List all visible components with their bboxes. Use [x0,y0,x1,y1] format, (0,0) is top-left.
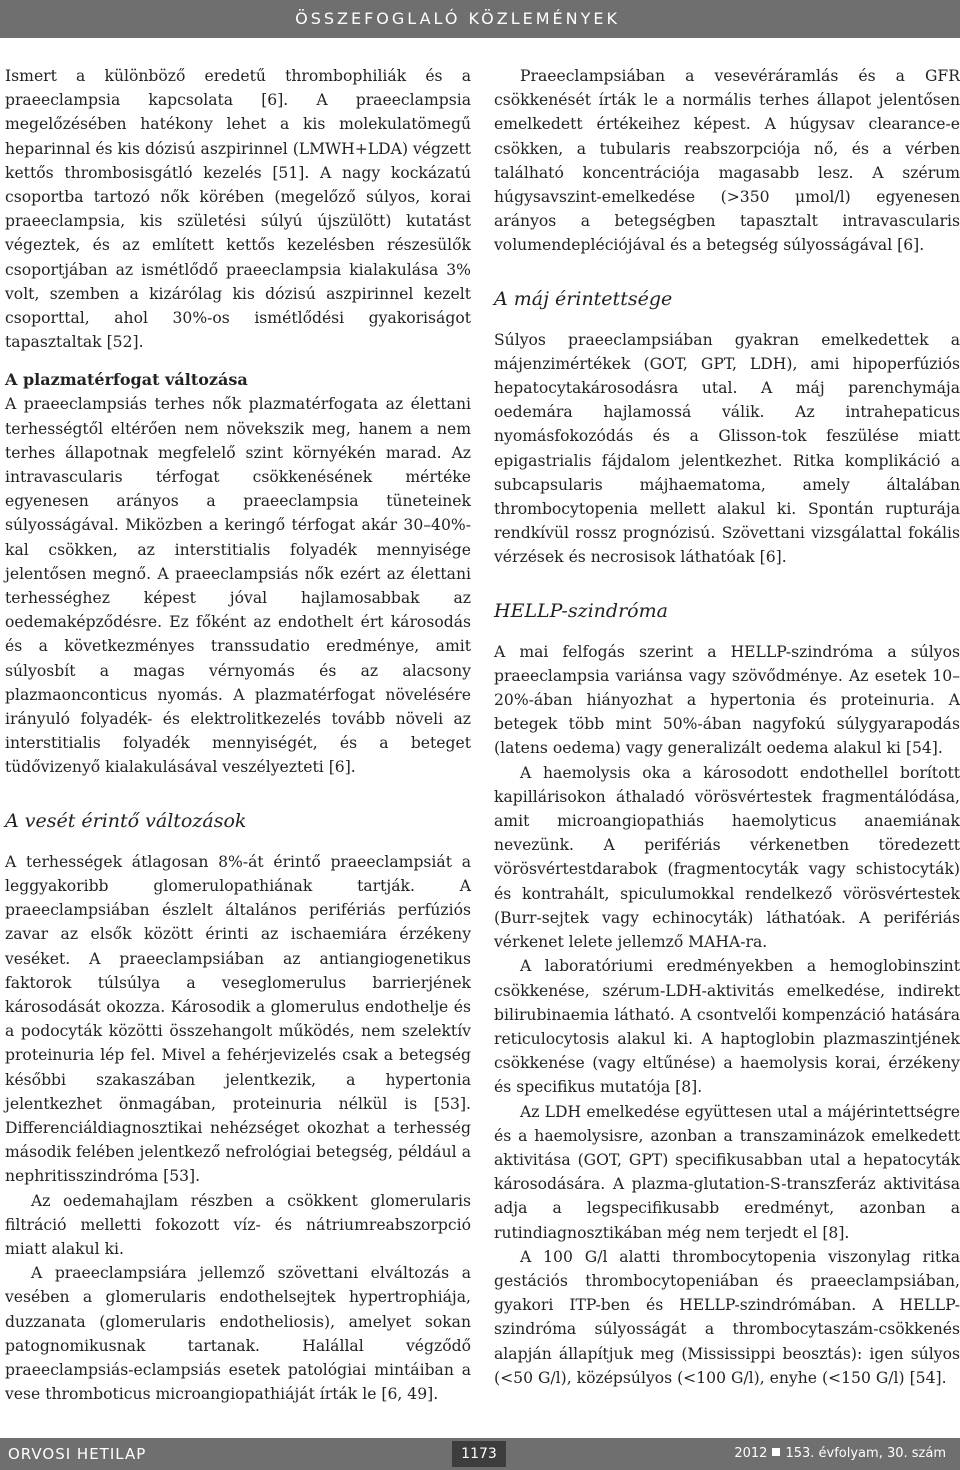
section-heading-plasma-volume: A plazmatérfogat változása [5,370,248,390]
year: 2012 [734,1446,768,1461]
paragraph: A terhességek átlagosan 8%-át érintő praeeclampsiát a leggyakoribb glomerulopathiának tartják. A praeeclampsiában észlelt általános perifériás perfúziós zavar az elsők között érinti az ischaemiára érzékeny veséket. A praeeclampsiában az antiangiogenetikus faktorok túlsúlya a veseglomerulus barrierjének károsodását okozza. Károsodik a glomerulus endothelje és a podocyták közötti összehangolt működés, nem szelektív proteinuria lép fel. Mivel a fehérjevizelés csak a betegség későbbi szakaszában jelentkezik, a hypertonia jelentkezhet önmagában, proteinuria nélkül is [53]. Differenciáldiagnosztikai nehézséget okozhat a terhesség második felében jelentkező nefrológiai betegség, például a nephritisszindróma [53]. [5,852,471,1186]
section-heading-kidney: A vesét érintő változások [5,809,247,832]
header-bar [0,0,960,38]
section-title: ÖSSZEFOGLALÓ KÖZLEMÉNYEK [295,9,620,28]
left-column [5,64,471,1406]
paragraph: A praeeclampsiás terhes nők plazmatérfogata az élettani terhességtől eltérően nem növekszik meg, hanem a nem terhes állapotnak megfelelő szint környékén marad. Az intravascularis térfogat csökkenésének mértéke egyenesen arányos a praeeclampsia tüneteinek súlyosságával. Miközben a keringő térfogat akár 30–40%-kal csökken, az interstitialis folyadék mennyisége jelentősen megnő. A praeeclampsiás nők ezért az élettani terhességhez képest jóval hajlamosabbak az oedemaképződésre. Ez főként az endothelt ért károsodás és a következményes transsudatio eredménye, amit súlyosbít a magas vérnyomás és az alacsony plazmaonconticus nyomás. A plazmatérfogat növelésére irányuló folyadék- és elektrolitkezelés tovább növeli az interstitialis folyadék mennyiségét, és a beteget tüdővizenyő kialakulásával veszélyezteti [6]. [5,395,471,777]
paragraph: A 100 G/l alatti thrombocytopenia viszonylag ritka gestációs thrombocytopeniában és praeeclampsiában, gyakori ITP-ben és HELLP-szindrómában. A HELLP-szindróma súlyosságát a thrombocytaszám-csökkenés alapján állapítjuk meg (Mississippi beosztás): igen súlyos (<50 G/l), középsúlyos (<100 G/l), enyhe (<150 G/l) [54]. [494,1247,960,1387]
paragraph: A praeeclampsiára jellemző szövettani elváltozás a vesében a glomerularis endothelsejtek hypertrophiája, duzzanata (glomerularis endotheliosis), amelyet sokan patognomikusnak tartanak. Halállal végződő praeeclampsiás-eclampsiás esetek patológiai mintáiban a vese thromboticus microangiopathiáját írták le [6, 49]. [5,1264,471,1404]
issue-info [734,1446,946,1461]
paragraph: Ismert a különböző eredetű thrombophiliák és a praeeclampsia kapcsolata [6]. A praeeclampsia megelőzésében hatékony lehet a kis molekulatömegű heparinnal és kis dózisú aszpirinnel (LMWH+LDA) végzett kettős thrombosisgátló kezelés [51]. A nagy kockázatú csoportba tartozó nők körében (megelőző súlyos, korai praeeclampsia, kis születési súlyú újszülött) kutatást végeztek, és az említett kettős kezelésben részesülők csoportjában az ismétlődő praeeclampsia kialakulása 3% volt, szemben a kizárólag kis dózisú aszpirinnel kezelt csoporttal, ahol 30%-os ismétlődési gyakoriságot tapasztaltak [52]. [5,67,471,352]
paragraph: Súlyos praeeclampsiában gyakran emelkedettek a májenzimértékek (GOT, GPT, LDH), ami hipoperfúziós hepatocytakárosodásra utal. A máj parenchymája oedemára hajlamossá válik. Az intrahepaticus nyomásfokozódás és a Glisson-tok feszülése miatt epigastrialis fájdalom jelentkezhet. Ritka komplikáció a subcapsularis májhaematoma, amely általában thrombocytopenia mellett alakul ki. Spontán rupturája rendkívül rossz prognózisú. Szövettani vizsgálattal fokális vérzések és necrosisok láthatóak [6]. [494,330,960,567]
section-heading-hellp: HELLP-szindróma [494,599,668,622]
paragraph: A laboratóriumi eredményekben a hemoglobinszint csökkenése, szérum-LDH-aktivitás emelkedése, indirekt bilirubinaemia látható. A csontvelői kompenzáció hatására reticulocytosis alakul ki. A haptoglobin plazmaszintjének csökkenése (vagy eltűnése) a haemolysis korai, érzékeny és specifikus mutatója [8]. [494,957,960,1097]
volume-issue: 153. évfolyam, 30. szám [785,1446,946,1461]
paragraph: Praeeclampsiában a vesevéráramlás és a GFR csökkenését írták le a normális terhes állapot jelentősen emelkedett értékeihez képest. A húgysav clearance-e csökken, a tubularis reabszorpciója nő, és a vérben található koncentrációja magasabb lesz. A szérum húgysavszint-emelkedése (>350 μmol/l) egyenesen arányos a betegségben tapasztalt intravascularis volumendepléciójával és a betegség súlyosságával [6]. [494,67,960,255]
page-number: 1173 [452,1441,506,1467]
paragraph: Az oedemahajlam részben a csökkent glomerularis filtráció melletti fokozott víz- és nátriumreabszorpció miatt alakul ki. [5,1191,471,1258]
paragraph: A haemolysis oka a károsodott endothellel borított kapillárisokon áthaladó vörösvértestek fragmentálódása, amit microangiopathiás haemolyticus anaemiának nevezünk. A perifériás vérkenetben töredezett vörösvértestdarabok (fragmentocyták vagy schistocyták) és kontrahált, spiculumokkal rendelkező vörösvértestek (Burr-sejtek vagy echinocyták) láthatóak. A perifériás vérkenet lelete jellemző MAHA-ra. [494,763,960,952]
paragraph: Az LDH emelkedése együttesen utal a májérintettségre és a haemolysisre, azonban a transzaminázok emelkedett aktivitása (GOT, GPT) specifikusabban utal a hepatocyták károsodására. A plazma-glutation-S-transzferáz aktivitása adja a legspecifikusabb eredményt, azonban a rutindiagnosztikában még nem terjedt el [8]. [494,1102,960,1242]
square-bullet-icon [772,1448,780,1456]
footer-bar [0,1438,960,1470]
journal-name: ORVOSI HETILAP [8,1445,147,1463]
section-heading-liver: A máj érintettsége [494,287,673,310]
right-column [494,64,960,1390]
paragraph: A mai felfogás szerint a HELLP-szindróma a súlyos praeeclampsia variánsa vagy szövődménye. Az esetek 10–20%-ában hiányozhat a hypertonia és proteinuria. A betegek több mint 50%-ában nagyfokú súlygyarapodás (latens oedema) vagy generalizált oedema alakul ki [54]. [494,642,960,758]
